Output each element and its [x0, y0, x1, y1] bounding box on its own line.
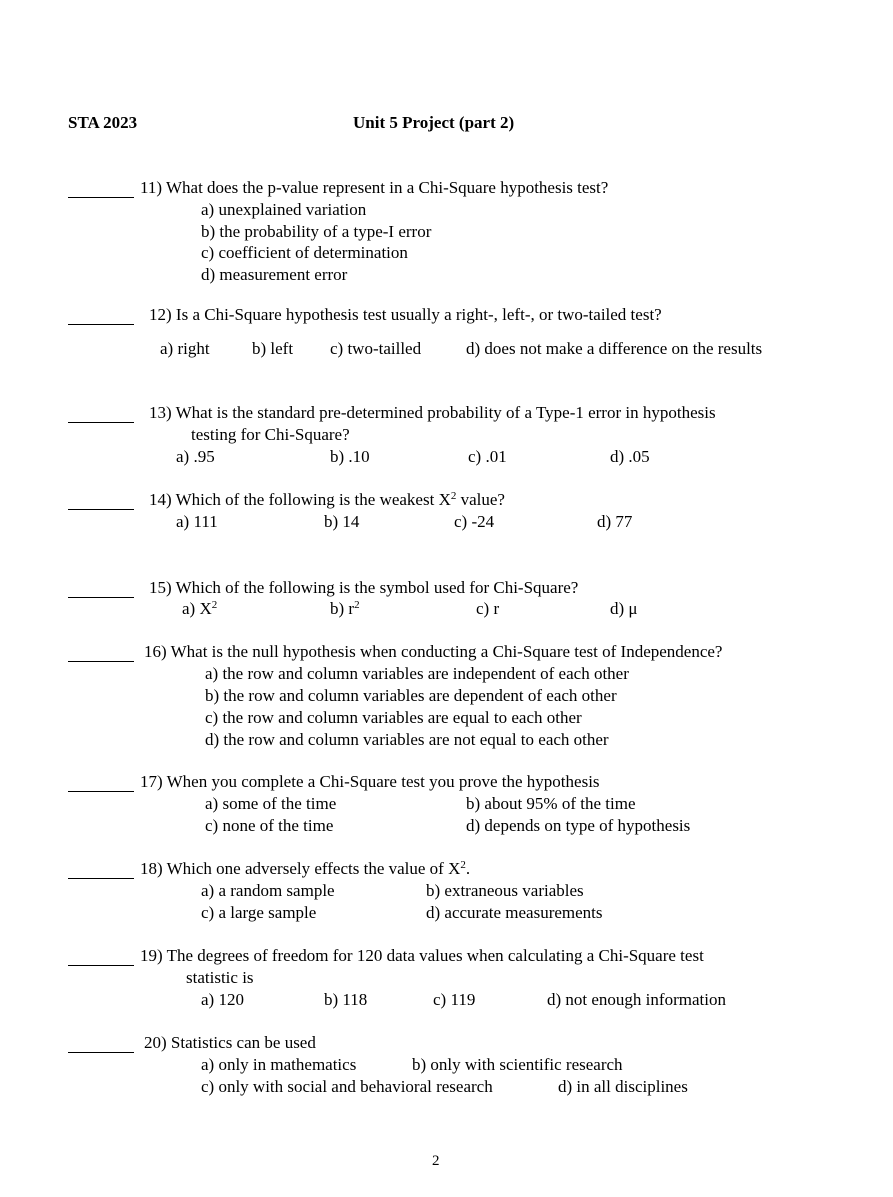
- question-12-option-c: c) two-tailled: [330, 339, 422, 358]
- question-18-option-b: b) extraneous variables: [426, 881, 584, 900]
- question-13-option-c: c) .01: [468, 447, 507, 466]
- question-15-option-d: d) μ: [610, 599, 638, 618]
- question-17-option-d: d) depends on type of hypothesis: [466, 816, 691, 835]
- page-title: Unit 5 Project (part 2): [353, 113, 515, 132]
- question-18-option-c: c) a large sample: [201, 903, 317, 922]
- answer-blank-19[interactable]: [68, 965, 134, 966]
- question-18-option-a: a) a random sample: [201, 881, 335, 900]
- question-12-stem: 12) Is a Chi-Square hypothesis test usually a right-, left-, or two-tailed test?: [149, 305, 662, 324]
- question-16-option-c: c) the row and column variables are equal to each other: [205, 708, 582, 727]
- answer-blank-17[interactable]: [68, 791, 134, 792]
- question-15-stem: 15) Which of the following is the symbol used for Chi-Square?: [149, 578, 579, 597]
- answer-blank-14[interactable]: [68, 509, 134, 510]
- question-19-stem-cont: statistic is: [186, 968, 254, 987]
- question-19-option-a: a) 120: [201, 990, 244, 1009]
- question-11-option-c: c) coefficient of determination: [201, 243, 408, 262]
- question-20-option-c: c) only with social and behavioral research: [201, 1077, 493, 1096]
- question-20-option-d: d) in all disciplines: [558, 1077, 688, 1096]
- answer-blank-16[interactable]: [68, 661, 134, 662]
- question-16-stem: 16) What is the null hypothesis when conducting a Chi-Square test of Independence?: [144, 642, 723, 661]
- question-16-option-a: a) the row and column variables are independent of each other: [205, 664, 629, 683]
- question-11-stem: 11) What does the p-value represent in a Chi-Square hypothesis test?: [140, 178, 609, 197]
- question-19-option-d: d) not enough information: [547, 990, 726, 1009]
- page-number: 2: [432, 1153, 440, 1169]
- question-17-option-c: c) none of the time: [205, 816, 334, 835]
- question-13-stem: 13) What is the standard pre-determined probability of a Type-1 error in hypothesis: [149, 403, 716, 422]
- answer-blank-12[interactable]: [68, 324, 134, 325]
- question-13-option-b: b) .10: [330, 447, 370, 466]
- question-12-option-a: a) right: [160, 339, 210, 358]
- question-14-stem: 14) Which of the following is the weakest $X^2$ value?: [149, 490, 505, 509]
- question-18-option-d: d) accurate measurements: [426, 903, 603, 922]
- question-19-stem: 19) The degrees of freedom for 120 data values when calculating a Chi-Square test: [140, 946, 704, 965]
- question-16-option-b: b) the row and column variables are dependent of each other: [205, 686, 617, 705]
- question-18-stem: 18) Which one adversely effects the value of $X^2$.: [140, 859, 471, 878]
- question-15-option-a: a) $X^2$: [182, 599, 218, 618]
- question-11-option-a: a) unexplained variation: [201, 200, 367, 219]
- answer-blank-15[interactable]: [68, 597, 134, 598]
- question-19-option-c: c) 119: [433, 990, 476, 1009]
- question-13-stem-cont: testing for Chi-Square?: [191, 425, 350, 444]
- question-20-option-b: b) only with scientific research: [412, 1055, 623, 1074]
- question-14-option-c: c) -24: [454, 512, 495, 531]
- answer-blank-20[interactable]: [68, 1052, 134, 1053]
- course-code: STA 2023: [68, 113, 138, 132]
- question-17-option-b: b) about 95% of the time: [466, 794, 636, 813]
- question-17-option-a: a) some of the time: [205, 794, 337, 813]
- question-15-option-b: b) $r^2$: [330, 599, 360, 618]
- question-16-option-d: d) the row and column variables are not equal to each other: [205, 730, 609, 749]
- question-13-option-d: d) .05: [610, 447, 650, 466]
- question-14-option-b: b) 14: [324, 512, 360, 531]
- question-15-option-c: c) r: [476, 599, 500, 618]
- question-14-option-d: d) 77: [597, 512, 633, 531]
- answer-blank-18[interactable]: [68, 878, 134, 879]
- question-11-option-d: d) measurement error: [201, 265, 348, 284]
- question-20-stem: 20) Statistics can be used: [144, 1033, 316, 1052]
- answer-blank-11[interactable]: [68, 197, 134, 198]
- question-14-option-a: a) 111: [176, 512, 218, 531]
- question-12-option-d: d) does not make a difference on the results: [466, 339, 763, 358]
- question-19-option-b: b) 118: [324, 990, 368, 1009]
- question-12-option-b: b) left: [252, 339, 294, 358]
- question-17-stem: 17) When you complete a Chi-Square test you prove the hypothesis: [140, 772, 600, 791]
- question-11-option-b: b) the probability of a type-I error: [201, 222, 432, 241]
- answer-blank-13[interactable]: [68, 422, 134, 423]
- question-13-option-a: a) .95: [176, 447, 215, 466]
- question-20-option-a: a) only in mathematics: [201, 1055, 357, 1074]
